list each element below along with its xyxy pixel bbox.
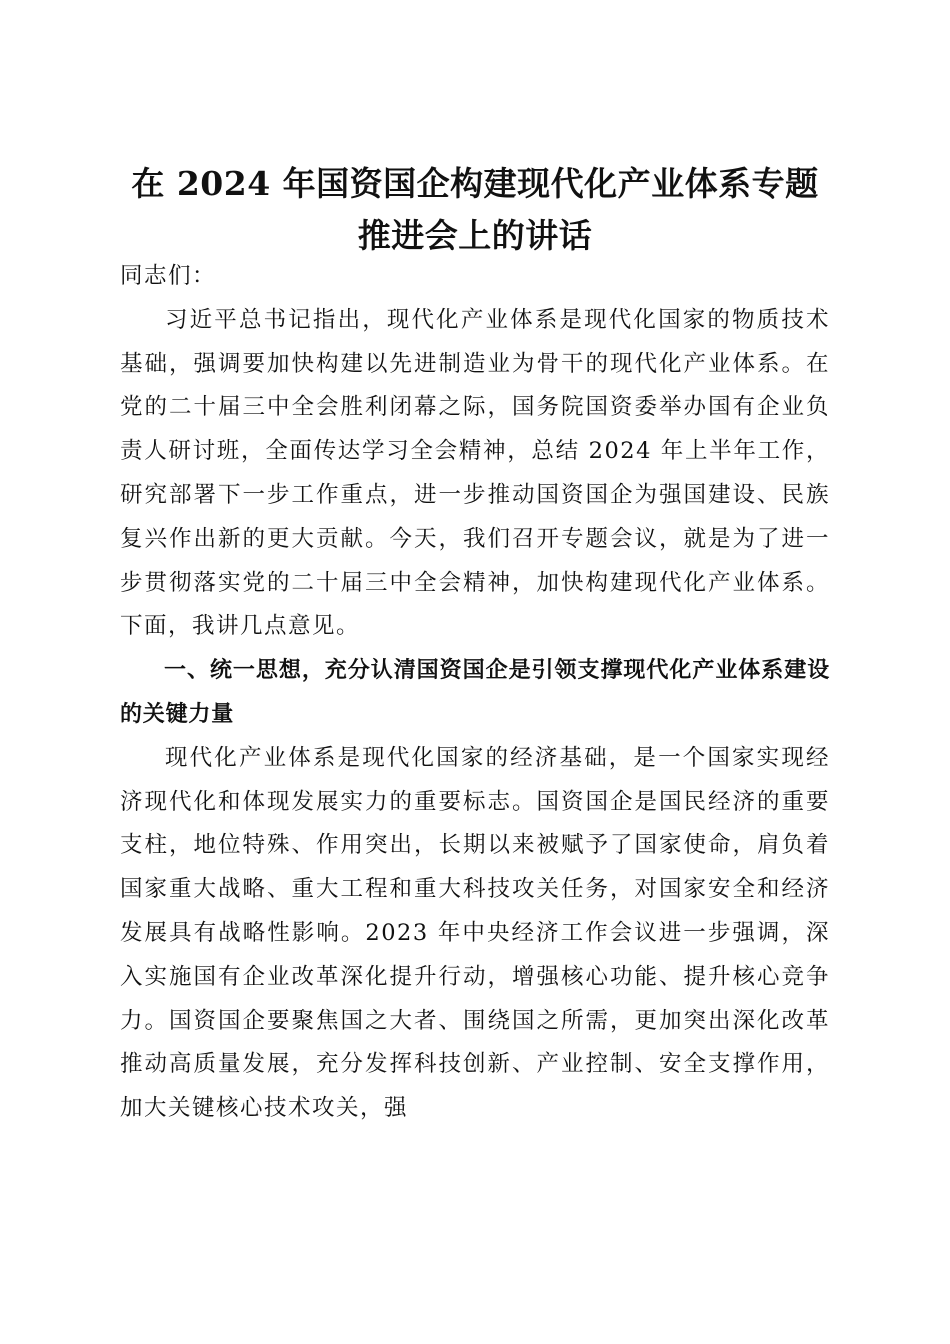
paragraph-intro: 习近平总书记指出，现代化产业体系是现代化国家的物质技术基础，强调要加快构建以先进制造业为骨干的现代化产业体系。在党的二十届三中全会胜利闭幕之际，国务院国资委举办国有企业负责人研讨班，全面传达学习全会精神，总结 2024 年上半年工作，研究部署下一步工作重点，进一步推动国资国企为强国建设、民族复兴作出新的更大贡献。今天，我们召开专题会议，就是为了进一步贯彻落实党的二十届三中全会精神，加快构建现代化产业体系。下面，我讲几点意见。 [120, 306, 830, 640]
salutation: 同志们： [120, 263, 217, 289]
title-line-2: 推进会上的讲话 [357, 216, 593, 256]
paragraph-section-1: 现代化产业体系是现代化国家的经济基础，是一个国家实现经济现代化和体现发展实力的重要标志。国资国企是国民经济的重要支柱，地位特殊、作用突出，长期以来被赋予了国家使命，肩负着国家重大战略、重大工程和重大科技攻关任务，对国家安全和经济发展具有战略性影响。2023 年中央经济工作会议进一步强调，深入实施国有企业改革深化提升行动，增强核心功能、提升核心竞争力。国资国企要聚焦国之大者、围绕国之所需，更加突出深化改革推动高质量发展，充分发挥科技创新、产业控制、安全支撑作用，加大关键核心技术攻关，强 [120, 744, 830, 1122]
title-line-1: 在 2024 年国资国企构建现代化产业体系专题 [131, 164, 819, 204]
document-body [120, 255, 830, 1131]
section-heading-1: 一、统一思想，充分认清国资国企是引领支撑现代化产业体系建设的关键力量 [120, 658, 830, 727]
document-title [60, 158, 890, 262]
